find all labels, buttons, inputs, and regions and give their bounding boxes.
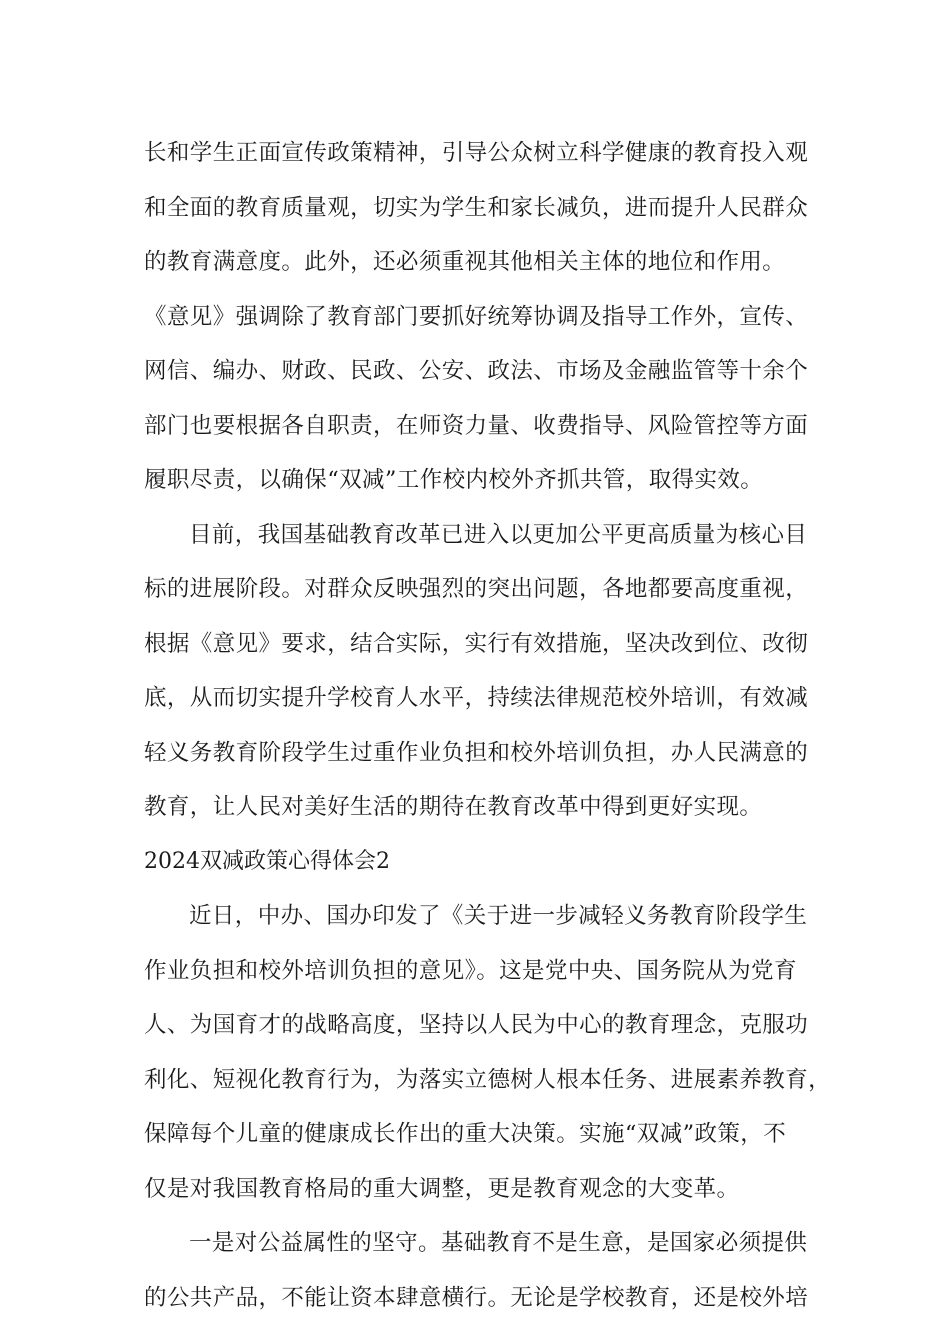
text-line: 保障每个儿童的健康成长作出的重大决策。实施“双减”政策，不 [144, 1121, 787, 1147]
text-line: 的公共产品，不能让资本肆意横行。无论是学校教育，还是校外培 [144, 1284, 809, 1311]
text-line: 和全面的教育质量观，切实为学生和家长减负，进而提升人民群众 [144, 194, 809, 221]
text-line: 轻义务教育阶段学生过重作业负担和校外培训负担，办人民满意的 [144, 739, 809, 766]
paragraph-first-line: 近日，中办、国办印发了《关于进一步减轻义务教育阶段学生 [189, 903, 808, 929]
text-line: 的教育满意度。此外，还必须重视其他相关主体的地位和作用。 [144, 249, 786, 275]
text-line: 利化、短视化教育行为，为落实立德树人根本任务、进展素养教育， [144, 1066, 832, 1093]
text-line: 仅是对我国教育格局的重大调整，更是教育观念的大变革。 [144, 1175, 740, 1202]
section-heading: 2024双减政策心得体会2 [144, 848, 390, 874]
text-line: 履职尽责，以确保“双减”工作校内校外齐抓共管，取得实效。 [144, 467, 764, 493]
text-line: 标的进展阶段。对群众反映强烈的突出问题，各地都要高度重视， [144, 576, 809, 602]
text-line: 人、为国育才的战略高度，坚持以人民为中心的教育理念，克服功 [144, 1012, 809, 1038]
text-line: 长和学生正面宣传政策精神，引导公众树立科学健康的教育投入观 [144, 140, 809, 166]
text-line: 底，从而切实提升学校育人水平，持续法律规范校外培训，有效减 [144, 685, 809, 711]
text-line: 网信、编办、财政、民政、公安、政法、市场及金融监管等十余个 [144, 358, 809, 384]
text-line: 《意见》强调除了教育部门要抓好统筹协调及指导工作外，宣传、 [144, 303, 809, 330]
text-line: 教育，让人民对美好生活的期待在教育改革中得到更好实现。 [144, 794, 763, 820]
text-line: 部门也要根据各自职责，在师资力量、收费指导、风险管控等方面 [144, 412, 809, 439]
text-line: 作业负担和校外培训负担的意见》。这是党中央、国务院从为党育 [144, 957, 797, 984]
text-line: 根据《意见》要求，结合实际，实行有效措施，坚决改到位、改彻 [144, 630, 809, 657]
paragraph-first-line: 目前，我国基础教育改革已进入以更加公平更高质量为核心目 [189, 521, 808, 548]
paragraph-first-line: 一是对公益属性的坚守。基础教育不是生意，是国家必须提供 [189, 1230, 808, 1256]
document-body [144, 126, 832, 1325]
